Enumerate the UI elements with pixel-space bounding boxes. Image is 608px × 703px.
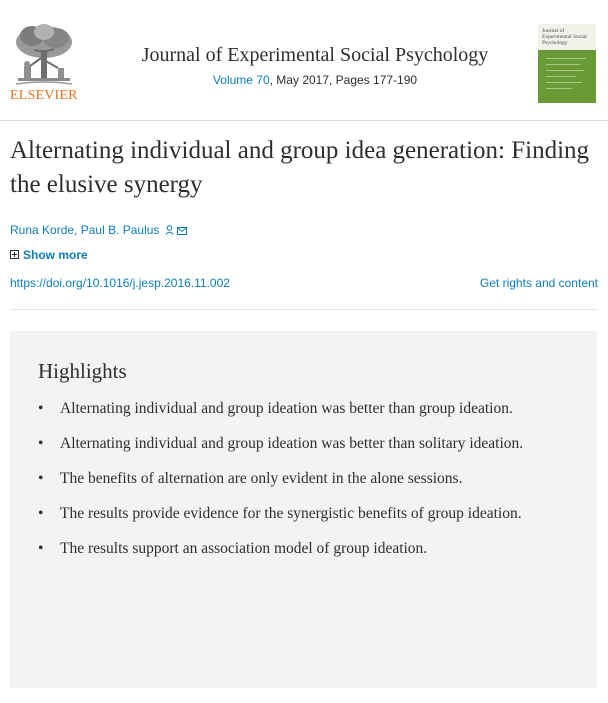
article-title: Alternating individual and group idea generation: Finding the elusive synergy [10, 137, 590, 198]
bullet-icon: • [38, 435, 44, 452]
divider [10, 309, 598, 310]
cover-header [538, 24, 596, 50]
highlight-text: The results provide evidence for the synergistic benefits of group ideation. [60, 505, 522, 522]
elsevier-wordmark: ELSEVIER [10, 88, 78, 103]
highlight-text: The results support an association model of group ideation. [60, 540, 428, 557]
cover-line [546, 88, 572, 89]
volume-link[interactable]: Volume 70 [212, 73, 270, 87]
highlight-item [38, 537, 558, 560]
author-link[interactable]: Paul B. Paulus [80, 223, 160, 237]
bullet-icon: • [38, 505, 44, 522]
highlight-text: Alternating individual and group ideation was better than solitary ideation. [60, 435, 524, 452]
bullet-icon: • [38, 540, 44, 557]
volume-info [100, 73, 530, 87]
author-contact-icons [165, 224, 187, 238]
highlight-item [38, 432, 558, 455]
highlight-text: Alternating individual and group ideation was better than group ideation. [60, 400, 513, 417]
doi-link[interactable]: https://doi.org/10.1016/j.jesp.2016.11.002 [10, 276, 230, 290]
highlights-list [38, 397, 558, 572]
highlight-item [38, 502, 558, 525]
highlights-heading: Highlights [38, 359, 127, 383]
author-separator: , [74, 223, 81, 237]
cover-line [546, 64, 580, 65]
highlight-text: The benefits of alternation are only evident in the alone sessions. [60, 470, 463, 487]
author-link[interactable]: Runa Korde [10, 223, 75, 237]
show-more-label: Show more [23, 248, 88, 262]
journal-title[interactable]: Journal of Experimental Social Psychology [141, 44, 489, 66]
tree-logo-icon [12, 22, 76, 88]
cover-line [546, 58, 586, 59]
rights-link[interactable]: Get rights and content [479, 276, 598, 290]
bullet-icon: • [38, 400, 44, 417]
person-icon[interactable] [165, 225, 174, 235]
bullet-icon: • [38, 470, 44, 487]
plus-box-icon [10, 250, 19, 259]
issue-details: , May 2017, Pages 177-190 [269, 73, 418, 87]
journal-header [0, 0, 608, 121]
elsevier-logo[interactable] [10, 22, 82, 106]
show-more-button[interactable] [10, 248, 88, 262]
author-list [10, 223, 187, 238]
highlight-item [38, 397, 558, 420]
cover-line [546, 70, 584, 71]
cover-line [546, 82, 582, 83]
highlights-panel [10, 331, 597, 688]
highlight-item [38, 467, 558, 490]
envelope-icon[interactable] [177, 227, 187, 235]
journal-cover-thumbnail[interactable] [538, 24, 596, 103]
cover-title: Journal of Experimental Social Psychology [542, 28, 587, 46]
cover-line [546, 76, 576, 77]
